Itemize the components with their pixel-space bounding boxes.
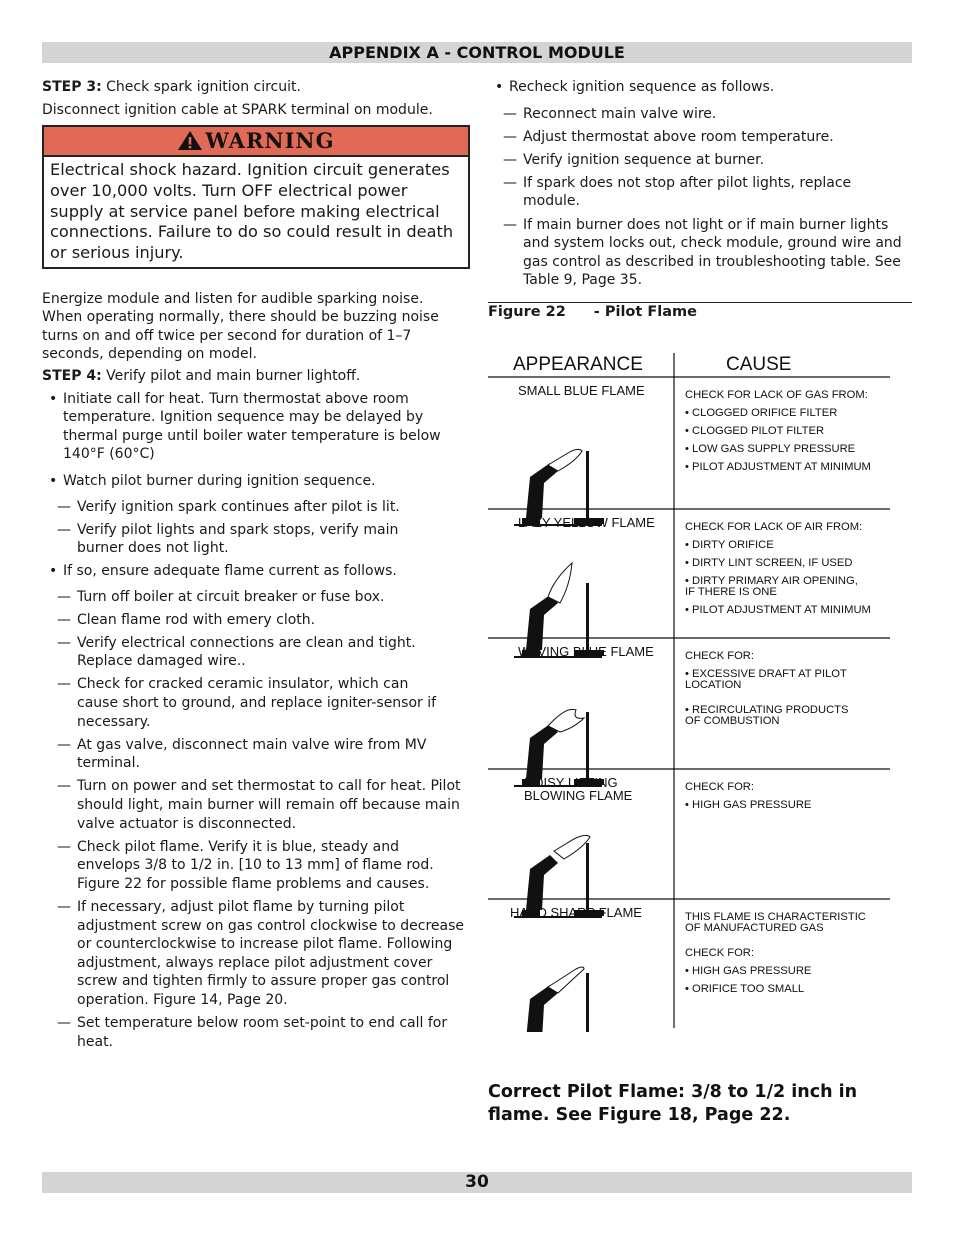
- dash-line: screw and tighten firmly to assure proper gas control: [77, 973, 450, 990]
- dash-mark: —: [57, 521, 71, 538]
- dash-line: Verify ignition spark continues after pilot is lit.: [77, 498, 400, 515]
- warning-box: [42, 125, 470, 269]
- dash-item: [488, 216, 912, 290]
- dash-mark: —: [503, 216, 517, 233]
- dash-mark: —: [57, 1014, 71, 1031]
- energize-paragraph: [42, 290, 470, 364]
- bullet-dot: •: [495, 79, 504, 95]
- dash-line: Set temperature below room set-point to end call for: [77, 1014, 448, 1031]
- energize-line: When operating normally, there should be buzzing noise: [42, 309, 439, 326]
- dash-item: [42, 1014, 470, 1051]
- dash-line: Table 9, Page 35.: [523, 272, 643, 289]
- cause-header: CAUSE: [726, 354, 792, 375]
- dash-line: cause short to ground, and replace igniter-sensor if: [77, 694, 437, 711]
- cause-line: • PILOT ADJUSTMENT AT MINIMUM: [685, 604, 871, 616]
- energize-line: turns on and off twice per second for duration of 1–7: [42, 327, 412, 344]
- bullet-item: [42, 472, 470, 491]
- cause-line: CHECK FOR:: [685, 781, 754, 793]
- dash-line: Reconnect main valve wire.: [523, 105, 717, 122]
- disconnect-instruction: Disconnect ignition cable at SPARK terminal on module.: [42, 101, 433, 118]
- dash-item: [42, 588, 470, 607]
- cause-line: THIS FLAME IS CHARACTERISTIC: [685, 911, 866, 923]
- cause-line: • ORIFICE TOO SMALL: [685, 983, 805, 995]
- dash-mark: —: [503, 174, 517, 191]
- dash-item: [488, 174, 912, 211]
- bullet-line: thermal purge until boiler water temperature is below: [63, 427, 441, 444]
- bullet-item: [42, 390, 470, 464]
- appearance-label: NOISY LIFTING: [524, 775, 618, 790]
- cause-line: • HIGH GAS PRESSURE: [685, 965, 812, 977]
- recheck-bullet: [488, 78, 912, 97]
- dash-line: Verify ignition sequence at burner.: [523, 151, 765, 168]
- cause-line: • DIRTY LINT SCREEN, IF USED: [685, 557, 853, 569]
- bullet-line: Initiate call for heat. Turn thermostat above room: [63, 390, 409, 407]
- cause-line: • EXCESSIVE DRAFT AT PILOT: [685, 668, 847, 680]
- dash-line: adjustment, always replace pilot adjustment cover: [77, 954, 433, 971]
- dash-mark: —: [57, 676, 71, 693]
- dash-line: Verify electrical connections are clean and tight.: [77, 634, 416, 651]
- dash-item: [42, 838, 470, 894]
- cause-line: • DIRTY PRIMARY AIR OPENING,: [685, 575, 858, 587]
- warning-line: or serious injury.: [50, 243, 184, 262]
- dash-line: If spark does not stop after pilot lights, replace: [523, 174, 852, 191]
- section-header: APPENDIX A - CONTROL MODULE: [42, 42, 912, 63]
- cause-line: • RECIRCULATING PRODUCTS: [685, 704, 849, 716]
- dash-item: [42, 736, 470, 773]
- dash-item: [488, 128, 912, 147]
- cause-line: CHECK FOR LACK OF GAS FROM:: [685, 389, 868, 401]
- dash-line: Check pilot flame. Verify it is blue, steady and: [77, 838, 399, 855]
- bullet-dot: •: [49, 390, 58, 407]
- dash-line: At gas valve, disconnect main valve wire from MV: [77, 736, 427, 753]
- warning-line: supply at service panel before making electrical: [50, 201, 440, 221]
- pilot-burner-icon: [514, 563, 604, 657]
- pilot-burner-icon: [514, 449, 604, 525]
- warning-header: [44, 127, 468, 157]
- step4-line: [42, 367, 470, 386]
- dash-mark: —: [57, 588, 71, 605]
- dash-line: Turn off boiler at circuit breaker or fuse box.: [77, 588, 385, 605]
- cause-line: OF COMBUSTION: [685, 715, 780, 727]
- dash-line: gas control as described in troubleshooting table. See: [523, 253, 901, 270]
- figure-rule: [488, 302, 912, 303]
- cause-line: • DIRTY ORIFICE: [685, 539, 774, 551]
- step3-line: [42, 78, 470, 97]
- dash-mark: —: [503, 105, 517, 122]
- dash-line: module.: [523, 193, 580, 210]
- dash-line: Turn on power and set thermostat to call for heat. Pilot: [77, 778, 461, 795]
- pilot-flame-table: [488, 340, 900, 1032]
- cause-line: IF THERE IS ONE: [685, 586, 777, 598]
- right-step-list: [488, 105, 912, 290]
- dash-mark: —: [57, 898, 71, 915]
- bullet-dot: •: [49, 473, 58, 490]
- warning-line: connections. Failure to do so could result in death: [50, 222, 454, 242]
- dash-item: [488, 105, 912, 124]
- dash-line: valve actuator is disconnected.: [77, 815, 297, 832]
- dash-line: and system locks out, check module, ground wire and: [523, 235, 902, 252]
- appearance-label: SMALL BLUE FLAME: [518, 383, 645, 398]
- figure-title: - Pilot Flame: [593, 304, 697, 320]
- cause-line: • CLOGGED ORIFICE FILTER: [685, 407, 838, 419]
- dash-mark: —: [503, 151, 517, 168]
- dash-item: [42, 521, 470, 558]
- dash-mark: —: [57, 634, 71, 651]
- warning-triangle-icon: [177, 130, 203, 151]
- warning-text: [44, 157, 468, 267]
- dash-item: [488, 151, 912, 170]
- left-step-list: [42, 390, 470, 1052]
- dash-line: Adjust thermostat above room temperature.: [523, 128, 834, 145]
- step3-label: STEP 3:: [42, 79, 102, 95]
- figure-label: Figure 22: [488, 304, 566, 320]
- warning-line: Electrical shock hazard. Ignition circuit generates: [50, 160, 450, 180]
- appearance-label: BLOWING FLAME: [524, 788, 633, 803]
- dash-line: Figure 22 for possible flame problems and causes.: [77, 875, 430, 892]
- dash-line: If necessary, adjust pilot flame by turning pilot: [77, 898, 405, 915]
- page-number: 30: [42, 1172, 912, 1193]
- cause-line: • HIGH GAS PRESSURE: [685, 799, 812, 811]
- warning-line: over 10,000 volts. Turn OFF electrical power: [50, 180, 408, 200]
- dash-item: [42, 498, 470, 517]
- bullet-line: 140°F (60°C): [63, 446, 155, 463]
- cause-line: CHECK FOR LACK OF AIR FROM:: [685, 521, 863, 533]
- dash-line: burner does not light.: [77, 540, 229, 557]
- figure-caption: [488, 304, 697, 320]
- bullet-line: Watch pilot burner during ignition sequence.: [63, 473, 376, 490]
- step3-text: Check spark ignition circuit.: [101, 79, 301, 95]
- energize-line: Energize module and listen for audible sparking noise.: [42, 290, 424, 307]
- dash-item: [42, 898, 470, 1010]
- appearance-label: LAZY YELLOW FLAME: [518, 515, 655, 530]
- energize-line: seconds, depending on model.: [42, 346, 257, 363]
- bullet-line: temperature. Ignition sequence may be delayed by: [63, 409, 424, 426]
- dash-line: adjustment screw on gas control clockwise to decrease: [77, 917, 465, 934]
- cause-line: OF MANUFACTURED GAS: [685, 922, 824, 934]
- dash-item: [42, 777, 470, 833]
- dash-line: should light, main burner will remain off because main: [77, 796, 460, 813]
- cause-line: • PILOT ADJUSTMENT AT MINIMUM: [685, 461, 871, 473]
- dash-line: Check for cracked ceramic insulator, which can: [77, 676, 409, 693]
- dash-mark: —: [503, 128, 517, 145]
- note-line: flame. See Figure 18, Page 22.: [488, 1105, 791, 1125]
- dash-line: operation. Figure 14, Page 20.: [77, 991, 288, 1008]
- step4-label: STEP 4:: [42, 368, 102, 385]
- bullet-item: [42, 562, 470, 581]
- right-column: [488, 78, 912, 290]
- cause-line: • LOW GAS SUPPLY PRESSURE: [685, 443, 856, 455]
- dash-item: [42, 675, 470, 731]
- appearance-label: WAVING BLUE FLAME: [518, 644, 654, 659]
- flame-rows: [488, 383, 890, 1032]
- dash-line: necessary.: [77, 713, 151, 730]
- recheck-text: Recheck ignition sequence as follows.: [509, 79, 775, 95]
- dash-line: heat.: [77, 1033, 114, 1050]
- cause-line: CHECK FOR:: [685, 947, 754, 959]
- bullet-line: If so, ensure adequate flame current as follows.: [63, 562, 397, 579]
- cause-line: CHECK FOR:: [685, 650, 754, 662]
- warning-title: WARNING: [205, 128, 335, 154]
- appearance-header: APPEARANCE: [513, 354, 643, 375]
- dash-mark: —: [57, 838, 71, 855]
- dash-mark: —: [57, 498, 71, 515]
- correct-pilot-flame-note: [488, 1081, 908, 1127]
- appearance-label: HARD SHARP FLAME: [510, 905, 642, 920]
- dash-item: [42, 634, 470, 671]
- dash-mark: —: [57, 611, 71, 628]
- dash-item: [42, 611, 470, 630]
- note-line: Correct Pilot Flame: 3/8 to 1/2 inch in: [488, 1082, 858, 1102]
- cause-line: LOCATION: [685, 679, 742, 691]
- step4-text: Verify pilot and main burner lightoff.: [101, 368, 361, 385]
- dash-line: or counterclockwise to increase pilot flame. Following: [77, 936, 453, 953]
- dash-line: envelops 3/8 to 1/2 in. [10 to 13 mm] of flame rod.: [77, 857, 434, 874]
- dash-line: Verify pilot lights and spark stops, verify main: [77, 521, 399, 538]
- pilot-burner-icon: [514, 967, 604, 1032]
- dash-mark: —: [57, 736, 71, 753]
- dash-line: Replace damaged wire..: [77, 653, 246, 670]
- dash-line: If main burner does not light or if main burner lights: [523, 216, 889, 233]
- dash-mark: —: [57, 778, 71, 795]
- dash-line: terminal.: [77, 755, 140, 772]
- bullet-dot: •: [49, 562, 58, 579]
- cause-line: • CLOGGED PILOT FILTER: [685, 425, 825, 437]
- dash-line: Clean flame rod with emery cloth.: [77, 611, 316, 628]
- left-column: [42, 78, 470, 1051]
